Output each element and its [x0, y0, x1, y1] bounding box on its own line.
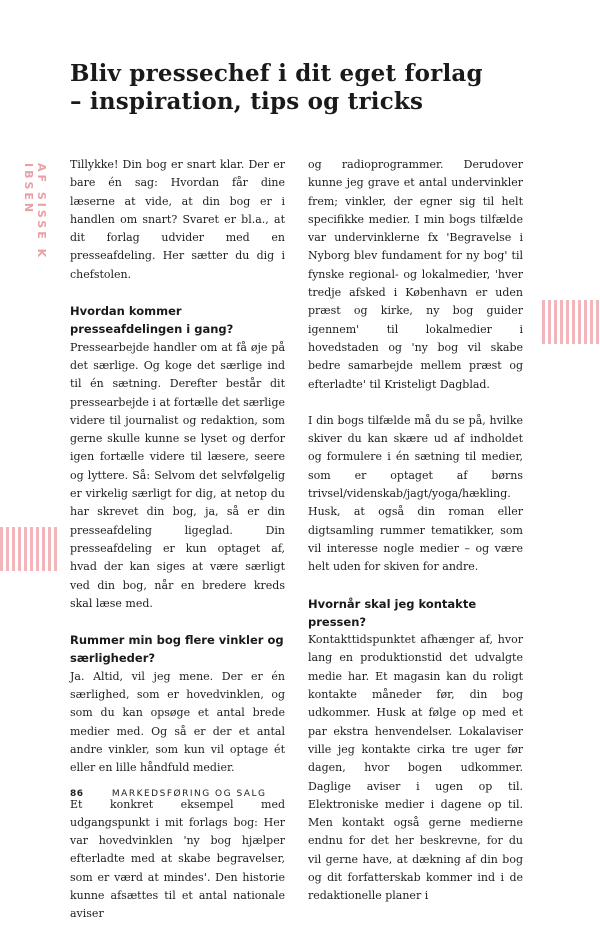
decorative-stripes-left — [0, 527, 58, 571]
section-heading-presseafdeling: Hvordan kommer presseafdelingen i gang? — [70, 304, 234, 337]
section-body-vinkler-example: Et konkret eksempel med udgangspunkt i mit forlags bog: Her var hovedvinklen 'ny bog hjælper efterladte med at skabe begravelser, som er værd at mindes'. Den historie kunne afsættes til et antal nationale aviser — [70, 797, 285, 921]
author-byline: AF SISSE K IBSEN — [22, 163, 48, 261]
title-line-1: Bliv pressechef i dit eget forlag — [70, 60, 483, 87]
running-section-title: MARKEDSFØRING OG SALG — [111, 789, 267, 799]
page-footer — [70, 789, 267, 799]
left-column — [70, 156, 285, 942]
intro-paragraph: Tillykke! Din bog er snart klar. Der er bare én sag: Hvordan får dine læserne at vide, at din bog er i handlen om snart? Svaret er bl.a., at dit forlag udvider med en presseafdeling. Her sætter du dig i chefstolen. — [70, 158, 285, 281]
article-title — [70, 60, 550, 116]
section-body-kontakt: Kontakttidspunktet afhænger af, hvor lang en produktionstid det udvalgte medie har. Et magasin kan du roligt kontakte måneder før, din bog udkommer. Husk at følge op med et par ekstra henvendelser. Lokalaviser ville jeg kontakte cirka tre uger før dagen, hvor bogen udkommer. Daglige aviser i ugen op til. Elektroniske medier i dagene op til. Men kontakt også gerne medierne endnu for det her beskrevne, for du vil gerne have, at dækning af din bog og dit forfatterskab kommer ind i de redaktionelle planer i — [308, 633, 523, 903]
decorative-stripes-right — [542, 300, 600, 344]
paragraph-undervinkler: og radioprogrammer. Derudover kunne jeg grave et antal undervinkler frem; vinkler, der egner sig til helt specifikke medier. I min bogs tilfælde var undervinklerne fx 'Begravelse i Nyborg blev fundament for ny bog' til fynske regional- og lokalmedier, 'hver tredje afsked i København er uden præst og kirke, ny bog guider igennem' til lokalmedier i hovedstaden og 'ny bog vil skabe bedre samarbejde mellem præst og efterladte' til Kristeligt Dagblad. — [308, 158, 523, 391]
section-heading-vinkler: Rummer min bog flere vinkler og særligheder? — [70, 633, 284, 666]
page-number: 86 — [70, 789, 84, 799]
section-body-presseafdeling: Pressearbejde handler om at få øje på det særlige. Og koge det særlige ind til én sætning. Derefter består dit pressearbejde i at fortælle det særlige videre til journalist og redaktion, som gerne skulle kunne se lyset og derfor igen fortælle videre til læsere, seere og lyttere. Så: Selvom det selvfølgelig er virkelig særligt for dig, at netop du har skrevet din bog, ja, så er din presseafdeling ligeglad. Din presseafdeling er kun optaget af, hvad der kan siges at være særligt ved din bog, når en bredere kreds skal læse med. — [70, 340, 285, 610]
section-body-vinkler: Ja. Altid, vil jeg mene. Der er én særlighed, som er hovedvinklen, og som du kan opsøge et antal brede medier med. Og så er der et antal andre vinkler, som kun vil optage ét eller en lille håndfuld medier. — [70, 669, 285, 775]
title-line-2: – inspiration, tips og tricks — [70, 88, 424, 115]
right-column — [308, 156, 523, 924]
paragraph-skiver: I din bogs tilfælde må du se på, hvilke skiver du kan skære ud af indholdet og formulere i én sætning til medier, som er optaget af børns trivsel/videnskab/jagt/yoga/hækling. Husk, at også din roman eller digtsamling rummer tematikker, som vil interesse nogle medier – og være helt uden for skiven for andre. — [308, 413, 523, 574]
section-heading-kontakt: Hvornår skal jeg kontakte pressen? — [308, 596, 477, 629]
